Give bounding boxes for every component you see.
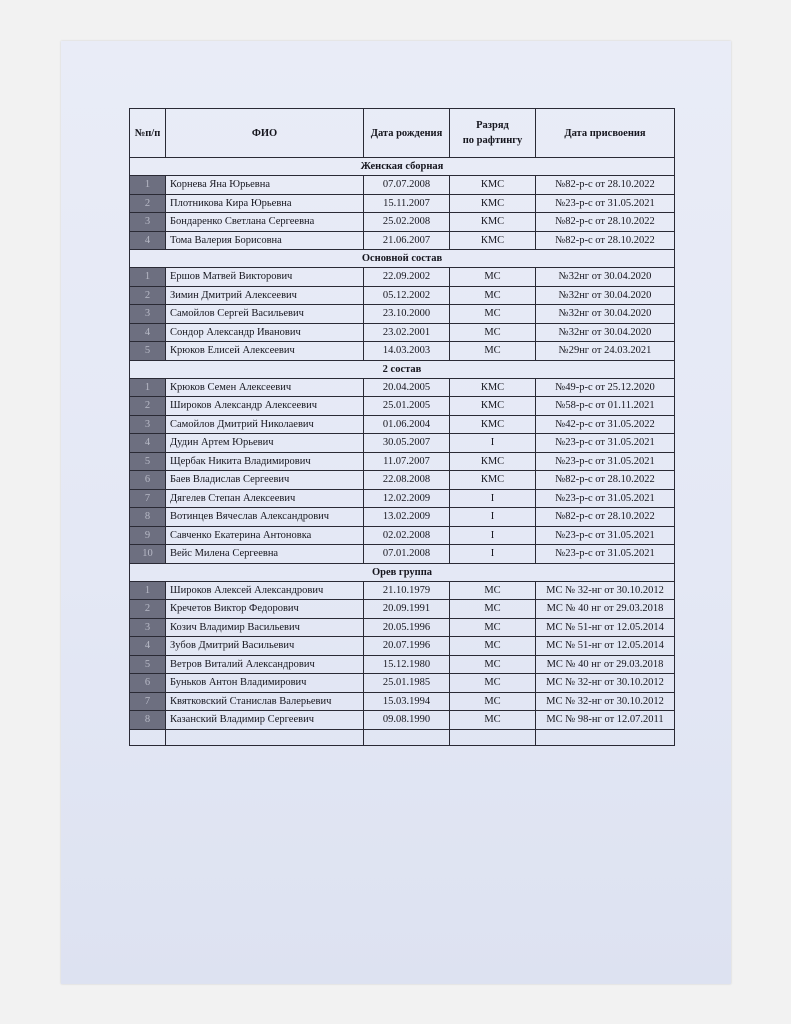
section-row xyxy=(130,158,675,176)
rank-cell: КМС xyxy=(450,471,536,490)
table-row xyxy=(130,674,675,693)
birth-date-cell: 30.05.2007 xyxy=(364,434,450,453)
row-number: 3 xyxy=(130,305,166,324)
full-name-cell: Ветров Виталий Александрович xyxy=(166,655,364,674)
row-number: 2 xyxy=(130,194,166,213)
table-row xyxy=(130,286,675,305)
award-date-cell: МС № 32-нг от 30.10.2012 xyxy=(536,692,675,711)
birth-date-cell: 01.06.2004 xyxy=(364,415,450,434)
rank-cell: I xyxy=(450,489,536,508)
row-number: 1 xyxy=(130,176,166,195)
rank-cell: I xyxy=(450,526,536,545)
award-date-cell: №32нг от 30.04.2020 xyxy=(536,286,675,305)
award-date-cell: №23-р-с от 31.05.2021 xyxy=(536,452,675,471)
rank-cell: МС xyxy=(450,268,536,287)
empty-cell xyxy=(450,729,536,745)
row-number: 2 xyxy=(130,600,166,619)
full-name-cell: Ершов Матвей Викторович xyxy=(166,268,364,287)
section-row xyxy=(130,360,675,378)
award-date-cell: МС № 51-нг от 12.05.2014 xyxy=(536,618,675,637)
full-name-cell: Зимин Дмитрий Алексеевич xyxy=(166,286,364,305)
award-date-cell: №32нг от 30.04.2020 xyxy=(536,305,675,324)
award-date-cell: №82-р-с от 28.10.2022 xyxy=(536,508,675,527)
table-row xyxy=(130,545,675,564)
birth-date-cell: 22.09.2002 xyxy=(364,268,450,287)
award-date-cell: №23-р-с от 31.05.2021 xyxy=(536,489,675,508)
full-name-cell: Зубов Дмитрий Васильевич xyxy=(166,637,364,656)
award-date-cell: №82-р-с от 28.10.2022 xyxy=(536,471,675,490)
header-rank-line2: по рафтингу xyxy=(462,135,523,146)
rank-cell: КМС xyxy=(450,397,536,416)
rank-cell: КМС xyxy=(450,452,536,471)
header-number: №п/п xyxy=(130,109,166,158)
table-row xyxy=(130,323,675,342)
full-name-cell: Крюков Семен Алексеевич xyxy=(166,378,364,397)
full-name-cell: Щербак Никита Владимирович xyxy=(166,452,364,471)
full-name-cell: Самойлов Дмитрий Николаевич xyxy=(166,415,364,434)
rank-cell: КМС xyxy=(450,231,536,250)
table-row xyxy=(130,434,675,453)
birth-date-cell: 02.02.2008 xyxy=(364,526,450,545)
table-row xyxy=(130,655,675,674)
row-number: 6 xyxy=(130,674,166,693)
row-number: 3 xyxy=(130,415,166,434)
award-date-cell: №82-р-с от 28.10.2022 xyxy=(536,176,675,195)
full-name-cell: Крюков Елисей Алексеевич xyxy=(166,342,364,361)
award-date-cell: №42-р-с от 31.05.2022 xyxy=(536,415,675,434)
birth-date-cell: 13.02.2009 xyxy=(364,508,450,527)
full-name-cell: Корнева Яна Юрьевна xyxy=(166,176,364,195)
full-name-cell: Вотинцев Вячеслав Александрович xyxy=(166,508,364,527)
row-number: 4 xyxy=(130,323,166,342)
birth-date-cell: 23.10.2000 xyxy=(364,305,450,324)
empty-cell xyxy=(166,729,364,745)
section-row xyxy=(130,250,675,268)
rank-cell: МС xyxy=(450,581,536,600)
birth-date-cell: 20.04.2005 xyxy=(364,378,450,397)
rank-cell: КМС xyxy=(450,415,536,434)
birth-date-cell: 12.02.2009 xyxy=(364,489,450,508)
full-name-cell: Широков Александр Алексеевич xyxy=(166,397,364,416)
table-row xyxy=(130,618,675,637)
award-date-cell: №49-р-с от 25.12.2020 xyxy=(536,378,675,397)
birth-date-cell: 20.09.1991 xyxy=(364,600,450,619)
row-number: 8 xyxy=(130,711,166,730)
row-number: 9 xyxy=(130,526,166,545)
table-row xyxy=(130,600,675,619)
award-date-cell: МС № 32-нг от 30.10.2012 xyxy=(536,674,675,693)
rank-cell: МС xyxy=(450,618,536,637)
row-number: 3 xyxy=(130,213,166,232)
row-number: 7 xyxy=(130,489,166,508)
award-date-cell: №32нг от 30.04.2020 xyxy=(536,323,675,342)
row-number: 4 xyxy=(130,231,166,250)
table-row xyxy=(130,268,675,287)
rank-cell: МС xyxy=(450,637,536,656)
rank-cell: МС xyxy=(450,305,536,324)
table-row xyxy=(130,711,675,730)
full-name-cell: Буньков Антон Владимирович xyxy=(166,674,364,693)
birth-date-cell: 25.01.2005 xyxy=(364,397,450,416)
rank-cell: КМС xyxy=(450,213,536,232)
table-body xyxy=(130,158,675,746)
header-row xyxy=(130,109,675,158)
rank-cell: I xyxy=(450,508,536,527)
full-name-cell: Дудин Артем Юрьевич xyxy=(166,434,364,453)
birth-date-cell: 23.02.2001 xyxy=(364,323,450,342)
rank-cell: МС xyxy=(450,674,536,693)
rank-cell: МС xyxy=(450,323,536,342)
full-name-cell: Казанский Владимир Сергеевич xyxy=(166,711,364,730)
table-row xyxy=(130,305,675,324)
row-number: 3 xyxy=(130,618,166,637)
award-date-cell: №23-р-с от 31.05.2021 xyxy=(536,434,675,453)
birth-date-cell: 22.08.2008 xyxy=(364,471,450,490)
section-title: Основной состав xyxy=(130,250,675,268)
birth-date-cell: 07.01.2008 xyxy=(364,545,450,564)
row-number: 6 xyxy=(130,471,166,490)
birth-date-cell: 05.12.2002 xyxy=(364,286,450,305)
row-number: 2 xyxy=(130,397,166,416)
empty-cell xyxy=(364,729,450,745)
birth-date-cell: 14.03.2003 xyxy=(364,342,450,361)
row-number: 2 xyxy=(130,286,166,305)
birth-date-cell: 15.03.1994 xyxy=(364,692,450,711)
row-number: 1 xyxy=(130,378,166,397)
table-row xyxy=(130,213,675,232)
award-date-cell: №82-р-с от 28.10.2022 xyxy=(536,213,675,232)
row-number: 5 xyxy=(130,655,166,674)
header-rank-line1: Разряд xyxy=(476,120,509,131)
award-date-cell: №82-р-с от 28.10.2022 xyxy=(536,231,675,250)
rank-cell: МС xyxy=(450,655,536,674)
full-name-cell: Кречетов Виктор Федорович xyxy=(166,600,364,619)
table-row xyxy=(130,231,675,250)
award-date-cell: МС № 40 нг от 29.03.2018 xyxy=(536,600,675,619)
table-row xyxy=(130,452,675,471)
table-row xyxy=(130,526,675,545)
section-title: Орев группа xyxy=(130,563,675,581)
birth-date-cell: 07.07.2008 xyxy=(364,176,450,195)
table-row xyxy=(130,378,675,397)
row-number: 7 xyxy=(130,692,166,711)
paper-sheet xyxy=(61,41,731,984)
rank-cell: I xyxy=(450,545,536,564)
award-date-cell: МС № 98-нг от 12.07.2011 xyxy=(536,711,675,730)
header-rank xyxy=(450,109,536,158)
birth-date-cell: 20.07.1996 xyxy=(364,637,450,656)
empty-cell xyxy=(536,729,675,745)
empty-cell xyxy=(130,729,166,745)
row-number: 4 xyxy=(130,434,166,453)
table-row xyxy=(130,415,675,434)
header-full-name: ФИО xyxy=(166,109,364,158)
birth-date-cell: 15.12.1980 xyxy=(364,655,450,674)
full-name-cell: Савченко Екатерина Антоновка xyxy=(166,526,364,545)
birth-date-cell: 15.11.2007 xyxy=(364,194,450,213)
award-date-cell: №58-р-с от 01.11.2021 xyxy=(536,397,675,416)
row-number: 4 xyxy=(130,637,166,656)
empty-row xyxy=(130,729,675,745)
rank-cell: МС xyxy=(450,342,536,361)
row-number: 5 xyxy=(130,452,166,471)
award-date-cell: МС № 32-нг от 30.10.2012 xyxy=(536,581,675,600)
header-birth-date: Дата рождения xyxy=(364,109,450,158)
table-row xyxy=(130,581,675,600)
award-date-cell: МС № 40 нг от 29.03.2018 xyxy=(536,655,675,674)
birth-date-cell: 21.10.1979 xyxy=(364,581,450,600)
table-row xyxy=(130,489,675,508)
row-number: 1 xyxy=(130,581,166,600)
table-row xyxy=(130,342,675,361)
rank-cell: МС xyxy=(450,692,536,711)
row-number: 1 xyxy=(130,268,166,287)
section-row xyxy=(130,563,675,581)
award-date-cell: №23-р-с от 31.05.2021 xyxy=(536,526,675,545)
award-date-cell: МС № 51-нг от 12.05.2014 xyxy=(536,637,675,656)
full-name-cell: Самойлов Сергей Васильевич xyxy=(166,305,364,324)
roster-table xyxy=(129,108,675,746)
rank-cell: МС xyxy=(450,286,536,305)
rank-cell: КМС xyxy=(450,176,536,195)
full-name-cell: Дягелев Степан Алексеевич xyxy=(166,489,364,508)
header-award-date: Дата присвоения xyxy=(536,109,675,158)
full-name-cell: Тома Валерия Борисовна xyxy=(166,231,364,250)
birth-date-cell: 25.01.1985 xyxy=(364,674,450,693)
full-name-cell: Бондаренко Светлана Сергеевна xyxy=(166,213,364,232)
birth-date-cell: 20.05.1996 xyxy=(364,618,450,637)
row-number: 10 xyxy=(130,545,166,564)
birth-date-cell: 09.08.1990 xyxy=(364,711,450,730)
award-date-cell: №23-р-с от 31.05.2021 xyxy=(536,545,675,564)
rank-cell: МС xyxy=(450,600,536,619)
award-date-cell: №29нг от 24.03.2021 xyxy=(536,342,675,361)
birth-date-cell: 11.07.2007 xyxy=(364,452,450,471)
full-name-cell: Баев Владислав Сергеевич xyxy=(166,471,364,490)
award-date-cell: №23-р-с от 31.05.2021 xyxy=(536,194,675,213)
award-date-cell: №32нг от 30.04.2020 xyxy=(536,268,675,287)
rank-cell: I xyxy=(450,434,536,453)
full-name-cell: Квятковский Станислав Валерьевич xyxy=(166,692,364,711)
rank-cell: МС xyxy=(450,711,536,730)
table-row xyxy=(130,176,675,195)
row-number: 8 xyxy=(130,508,166,527)
rank-cell: КМС xyxy=(450,378,536,397)
table-row xyxy=(130,692,675,711)
section-title: 2 состав xyxy=(130,360,675,378)
full-name-cell: Плотникова Кира Юрьевна xyxy=(166,194,364,213)
full-name-cell: Широков Алексей Александрович xyxy=(166,581,364,600)
full-name-cell: Вейс Милена Сергеевна xyxy=(166,545,364,564)
birth-date-cell: 25.02.2008 xyxy=(364,213,450,232)
birth-date-cell: 21.06.2007 xyxy=(364,231,450,250)
section-title: Женская сборная xyxy=(130,158,675,176)
rank-cell: КМС xyxy=(450,194,536,213)
full-name-cell: Козич Владимир Васильевич xyxy=(166,618,364,637)
table-row xyxy=(130,397,675,416)
row-number: 5 xyxy=(130,342,166,361)
table-row xyxy=(130,637,675,656)
table-row xyxy=(130,508,675,527)
full-name-cell: Сондор Александр Иванович xyxy=(166,323,364,342)
table-row xyxy=(130,471,675,490)
table-row xyxy=(130,194,675,213)
